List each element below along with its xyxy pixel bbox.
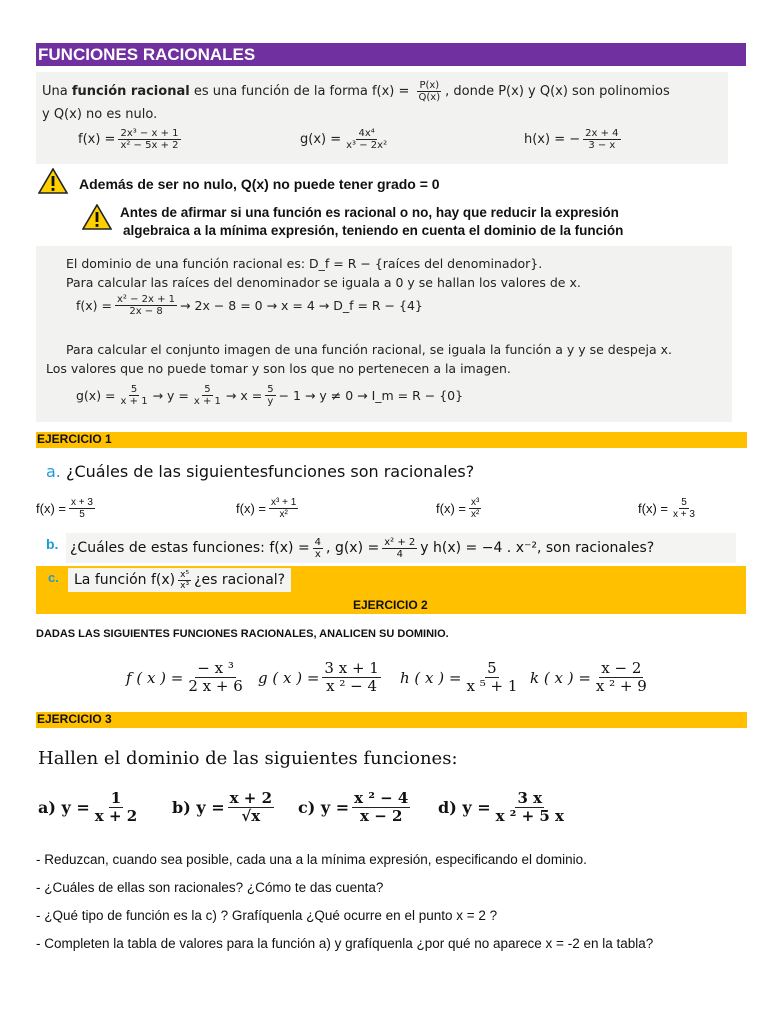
definition-text: , donde P(x) y Q(x) son polinomios [445, 84, 670, 99]
warning-note-1: Además de ser no nulo, Q(x) no puede tener grado = 0 [79, 176, 440, 192]
item-label-c: c. [48, 570, 59, 585]
exercise-2-func: g ( x ) = $\frac{3 x + 1}{\text{x ² − 4}}$ [258, 659, 379, 695]
exercise-1b-question: ¿Cuáles de estas funciones: f(x) = $\frac{4}{x}$ , g(x) = $\frac{\text{x² + 2}}{4}$ y h(x) = −4 . x⁻², son racionales? [66, 533, 736, 563]
fraction: $\frac{P(x)}{Q(x)}$ [418, 80, 441, 103]
item-label-b: b. [46, 536, 59, 552]
definition-box [36, 72, 728, 164]
task-item: - Completen la tabla de valores para la función a) y grafíquenla ¿por qué no aparece x = -2 en la tabla? [36, 936, 654, 951]
exercise-1c-question: La función f(x) $\frac{\text{x⁵}}{\text{x³}}$ ¿es racional? [68, 568, 291, 592]
exercise-1a-func: f(x) = $\frac{5}{x + 3}$ [638, 497, 695, 520]
exercise-2-func: h ( x ) = $\frac{5}{\text{x ⁵ + 1}}$ [400, 659, 518, 695]
exercise-3-func: b) y = $\frac{x + 2}{√x}$ [172, 789, 273, 825]
example-f: f(x) = $\frac{\text{2x³ − x + 1}}{\text{x² − 5x + 2}}$ [78, 128, 179, 151]
item-label-a: a. [46, 462, 61, 481]
exercise-3-func: a) y = $\frac{1}{x + 2}$ [38, 789, 138, 825]
example-g: g(x) = $\frac{\text{4x⁴}}{\text{x³ − 2x²}}$ [300, 128, 388, 151]
task-item: - ¿Qué tipo de función es la c) ? Grafíquenla ¿Qué ocurre en el punto x = 2 ? [36, 908, 498, 923]
exercise-1a-func: f(x) = $\frac{\text{x³ + 1}}{\text{x²}}$ [236, 497, 297, 520]
domain-box [36, 246, 732, 422]
exercise-1a [46, 462, 474, 481]
exercise-3-label: EJERCICIO 3 [36, 712, 747, 728]
exercise-2-label: EJERCICIO 2 [353, 598, 428, 612]
exercise-1a-text: ¿Cuáles de las siguientesfunciones son racionales? [65, 462, 475, 481]
exercise-3-func: c) y = $\frac{\text{x ² − 4}}{x - 2}$ [298, 789, 409, 825]
exercise-1a-func: f(x) = $\frac{\text{x³}}{\text{x²}}$ [436, 497, 480, 520]
task-item: - Reduzcan, cuando sea posible, cada una a la mínima expresión, especificando el dominio. [36, 852, 587, 867]
image-example: g(x) = $\frac{5}{x + 1}$ → y = $\frac{5}{x + 1}$ → x = $\frac{5}{y}$ − 1 → y ≠ 0 → I_m = R − {0} [76, 384, 464, 407]
warning-note-2: Antes de afirmar si una función es racional o no, hay que reducir la expresión algebraica a la mínima expresión, teniendo en cuenta el dominio de la función [120, 205, 624, 238]
domain-example: f(x) = $\frac{\text{x² − 2x + 1}}{2x - 8}$ → 2x − 8 = 0 → x = 4 → D_f = R − {4} [76, 294, 423, 317]
domain-line-2: Para calcular las raíces del denominador se iguala a 0 y se hallan los valores de x. [66, 275, 581, 290]
definition-bold: función racional [71, 84, 190, 99]
domain-line-1: El dominio de una función racional es: D_f = R − {raíces del denominador}. [66, 256, 543, 271]
task-item: - ¿Cuáles de ellas son racionales? ¿Cómo te das cuenta? [36, 880, 384, 895]
exercise-1a-func: f(x) = $\frac{x + 3}{5}$ [36, 497, 93, 520]
definition-line-1 [42, 80, 670, 103]
exercise-3-func: d) y = $\frac{3 x}{\text{x ² + 5 x}}$ [438, 789, 564, 825]
exercise-1b [36, 529, 736, 565]
exercise-2-func: k ( x ) = $\frac{x - 2}{\text{x ² + 9}}$ [530, 659, 647, 695]
exercise-2-instruction: DADAS LAS SIGUIENTES FUNCIONES RACIONALES, ANALICEN SU DOMINIO. [36, 628, 449, 640]
definition-text: es una función de la forma f(x) = [193, 84, 410, 99]
example-h: h(x) = − $\frac{2x + 4}{3 - x}$ [524, 128, 619, 151]
warning-icon [38, 168, 68, 194]
exercise-1c-band [36, 566, 746, 614]
exercise-2-func: f ( x ) = $\frac{\text{− x ³}}{2 x + 6}$ [126, 659, 243, 695]
definition-line-2: y Q(x) no es nulo. [42, 107, 158, 122]
page-title: FUNCIONES RACIONALES [36, 43, 746, 66]
image-line-2: Los valores que no puede tomar y son los que no pertenecen a la imagen. [46, 361, 511, 376]
image-line-1: Para calcular el conjunto imagen de una función racional, se iguala la función a y y se despeja x. [66, 342, 673, 357]
warning-icon [82, 204, 112, 230]
exercise-1-label: EJERCICIO 1 [36, 432, 747, 448]
exercise-3-heading: Hallen el dominio de las siguientes funciones: [38, 748, 458, 769]
definition-text: Una [42, 84, 68, 99]
